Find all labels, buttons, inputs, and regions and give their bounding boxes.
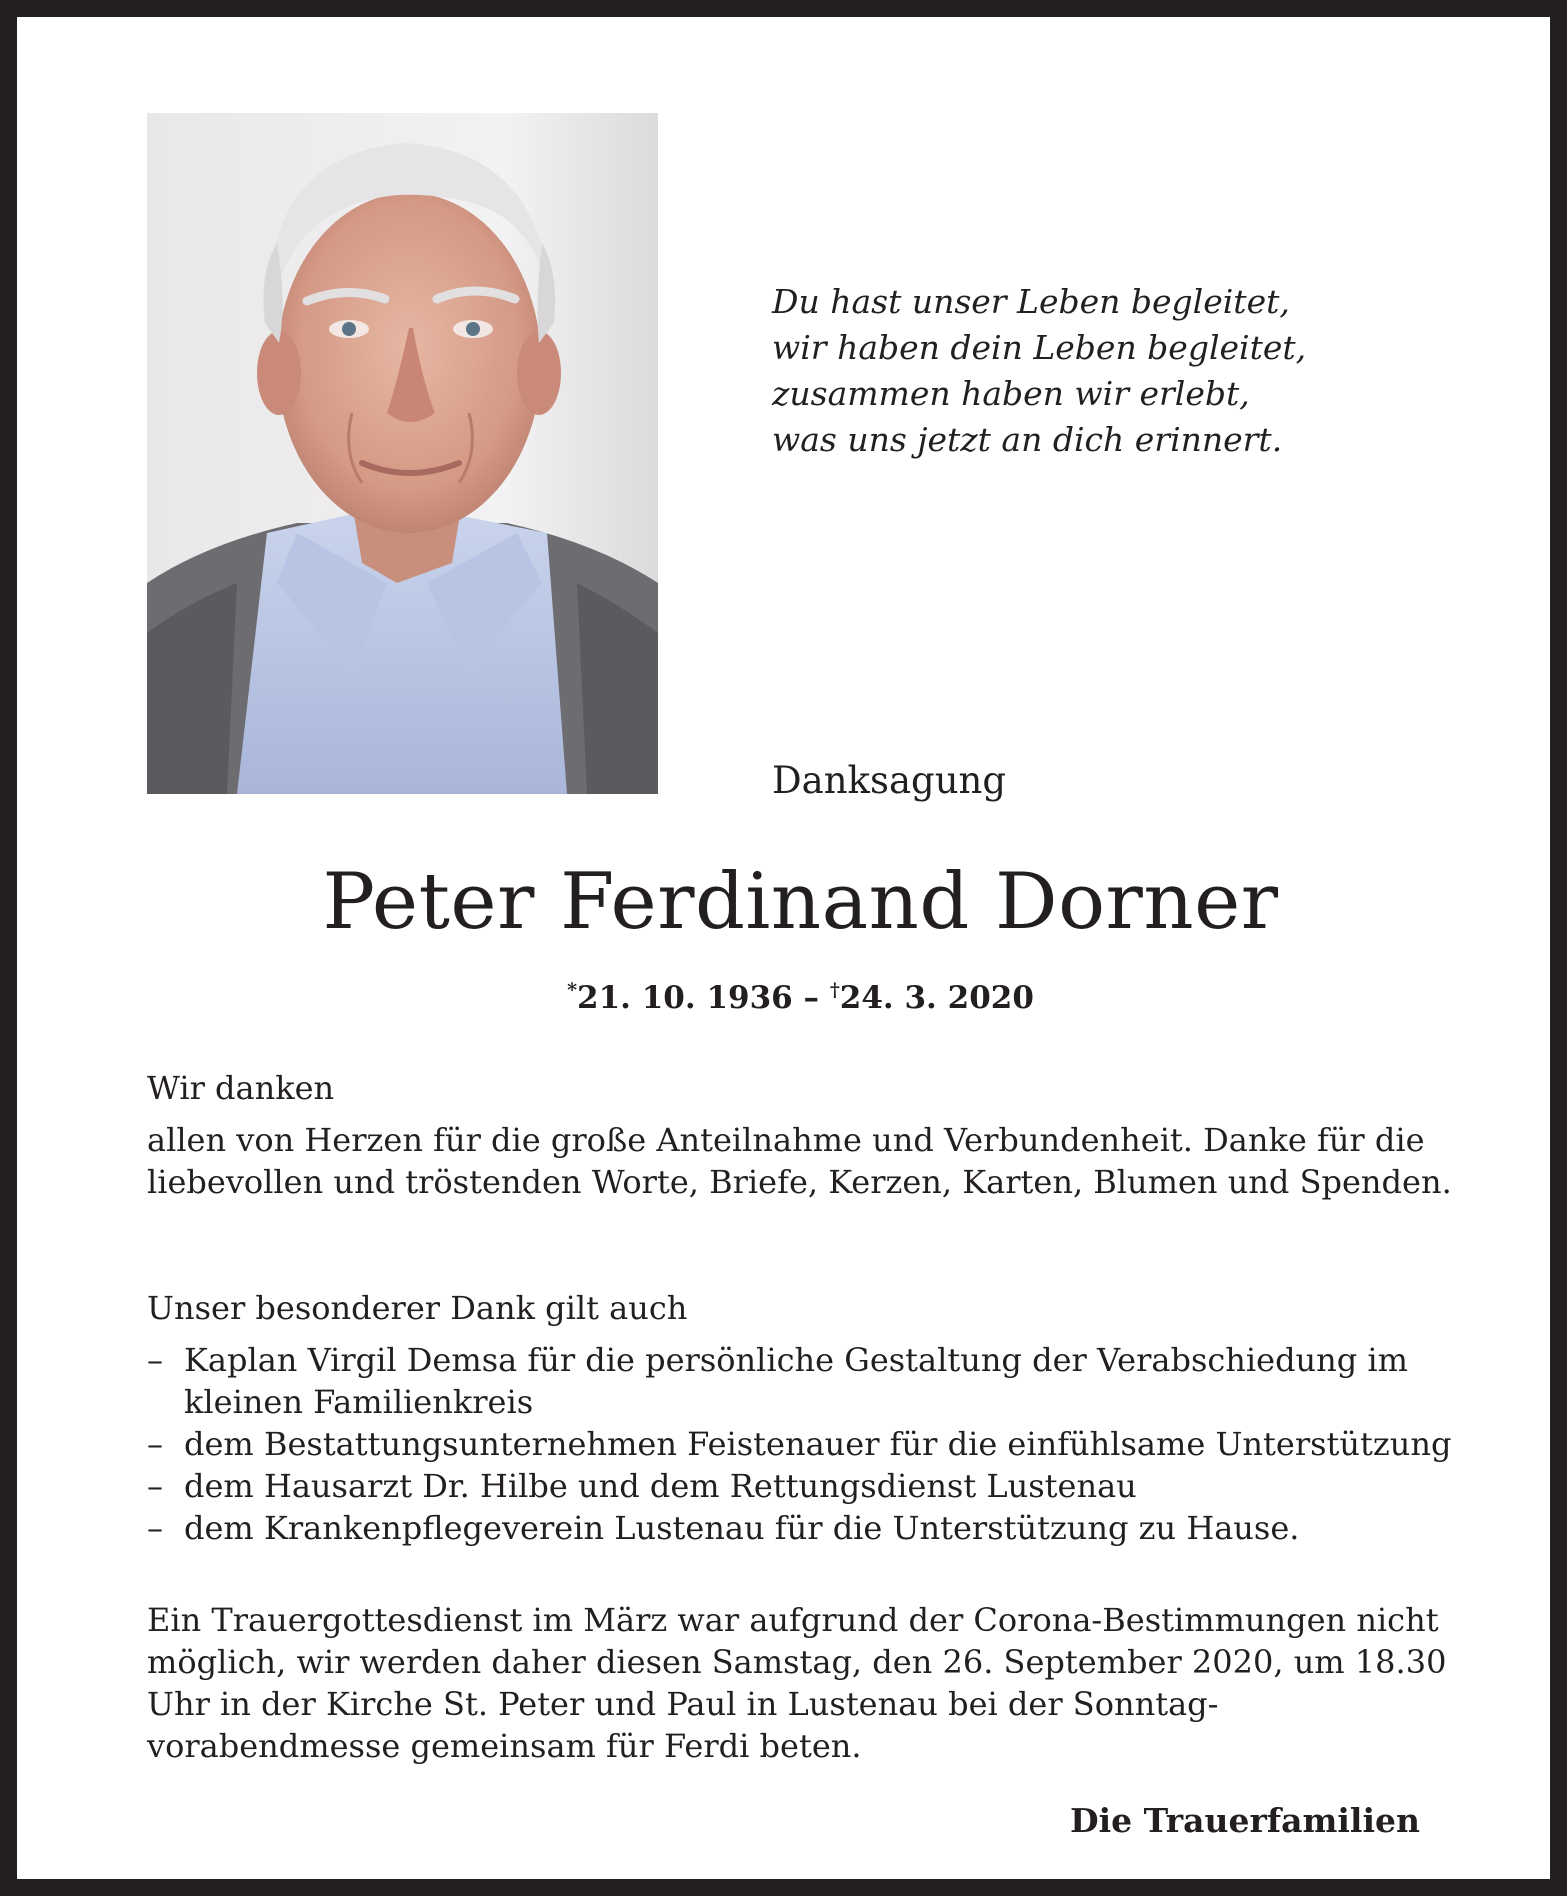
notice-heading: Danksagung (772, 759, 1007, 802)
special-thanks-intro: Unser besonderer Dank gilt auch (147, 1289, 688, 1327)
list-item-text: Kaplan Virgil Demsa für die persönliche Gestaltung der Verabschiedung im kleinen Familienkreis (184, 1341, 1408, 1421)
poem-line: zusammen haben wir erlebt, (772, 374, 1250, 413)
list-dash: – (147, 1509, 163, 1547)
list-item (147, 1507, 1467, 1549)
list-item-text: dem Krankenpflegeverein Lustenau für die Unterstützung zu Hause. (184, 1509, 1300, 1547)
special-thanks-list (147, 1339, 1467, 1549)
list-item (147, 1465, 1467, 1507)
list-item (147, 1339, 1467, 1423)
poem-line: was uns jetzt an dich erinnert. (772, 420, 1283, 459)
portrait-photo (147, 113, 658, 794)
list-dash: – (147, 1341, 163, 1379)
list-item-text: dem Bestattungsunternehmen Feistenauer für die einfühlsame Unterstützung (184, 1425, 1452, 1463)
poem-line: Du hast unser Leben begleitet, (772, 282, 1290, 321)
life-dates (17, 979, 1567, 1016)
memorial-poem (772, 279, 1472, 463)
deceased-name: Peter Ferdinand Dorner (322, 857, 1279, 947)
list-dash: – (147, 1425, 163, 1463)
death-date: 24. 3. 2020 (839, 980, 1034, 1016)
poem-line: wir haben dein Leben begleitet, (772, 328, 1307, 367)
death-symbol: † (829, 979, 840, 1001)
list-item-text: dem Hausarzt Dr. Hilbe und dem Rettungsdienst Lustenau (184, 1467, 1137, 1505)
signature: Die Trauerfamilien (1069, 1801, 1420, 1840)
service-paragraph: Ein Trauergottesdienst im März war aufgrund der Corona-Bestimmungen nicht möglich, wir werden daher diesen Samstag, den 26. September 2020, um 18.30 Uhr in der Kirche St. Peter und Paul in Lustenau bei der Sonntagvorabendmesse gemeinsam für Ferdi beten. (147, 1601, 1447, 1765)
thanks-paragraph: allen von Herzen für die große Anteilnahme und Verbundenheit. Danke für die liebevollen und tröstenden Worte, Briefe, Kerzen, Karten, Blumen und Spenden. (147, 1121, 1452, 1201)
birth-date: 21. 10. 1936 (577, 980, 793, 1016)
thanks-intro: Wir danken (147, 1069, 335, 1107)
birth-symbol: * (567, 979, 577, 1001)
date-separator: – (803, 980, 820, 1016)
list-dash: – (147, 1467, 163, 1505)
list-item (147, 1423, 1467, 1465)
